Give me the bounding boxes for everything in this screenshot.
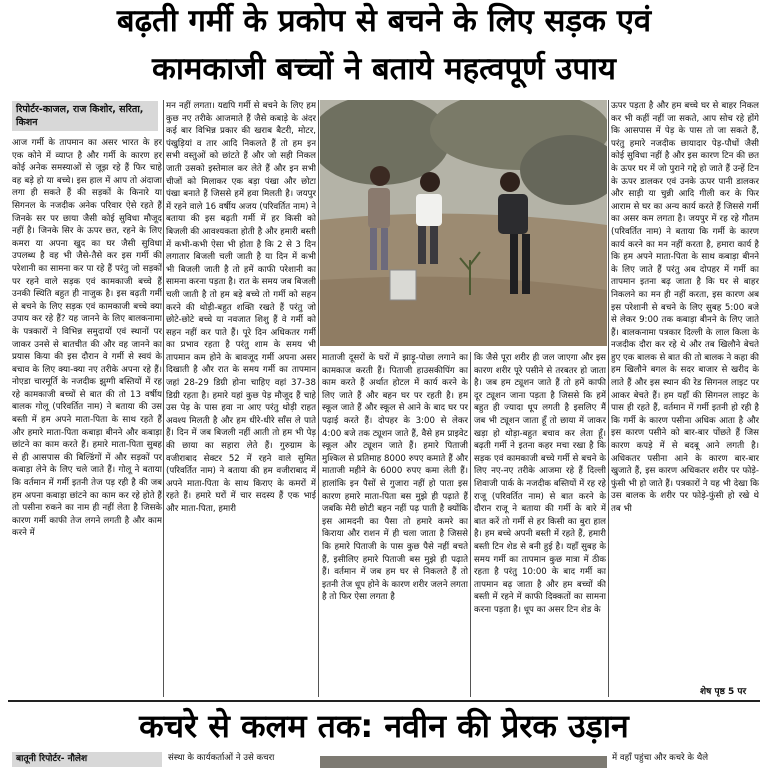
column-text: कि जैसे पूरा शरीर ही जल जाएगा और इस कारण शरीर पूरे पसीने से तरबतर हो जाता है। जब हम ट्यूशन जाते हैं तो हमें काफी दूर ट्यूशन जाना पड़ता है जिससे कि हमें बहुत ही ज्यादा धूप लगती है इसलिए मैं जब भी ट्यूशन जाता हूँ तो छाया में जाकर खड़ा हो थोड़ा-बहुत बचाव कर लेता हूँ। बढ़ती गर्मी ने इतना कहर मचा रखा है कि सड़क एवं कामकाजी बच्चे गर्मी से बचने के लिए नए-नए तरीके आजमा रहे हैं दिल्ली शिवाजी पार्क के नजदीक बस्तियों में रह रहे राजू (परिवर्तित नाम) से बात करने के दौरान राजू ने बताया की गर्मी के बारे में बात करें तो गर्मी से हर किसी का बुरा हाल है। हम बच्चे अपनी बस्ती में रहते हैं, हमारी बस्ती टिन शेड से बनी हुई है। यहाँ सुबह के समय गर्मी का तापमान कुछ मात्रा में ठीक रहता है परंतु 10:00 के बाद गर्मी का तापमान बढ़ जाता है और हम बच्चों की बस्ती में रहने में काफी दिक्कतों का सामना करना पड़ता है। धूप का असर टिन शेड के [474, 353, 606, 615]
section-divider [8, 700, 760, 702]
continued-note: शेष पृष्ठ 5 पर [700, 687, 747, 697]
article-column-2 [166, 100, 316, 697]
article-column-4 [474, 352, 606, 697]
column-divider [318, 100, 319, 697]
column-divider [608, 100, 609, 697]
column-text: माताजी दूसरों के घरों में झाड़ू-पोछा लगाने का कामकाज करती हैं। पिताजी हाउसकीपिंग का काम करते हैं अर्थात होटल में कार्य करने के लिए जाते हैं और बहन घर पर रहती है। हम स्कूल जाते हैं और स्कूल से आने के बाद घर पर पढ़ाई करते हैं। दोपहर के 3:00 से लेकर 4:00 बजे तक ट्यूशन जाते हैं, वैसे हम प्राइवेट स्कूल और ट्यूशन जाते हैं। हमारे पिताजी मुश्किल से प्रतिमाह 8000 रुपए कमाते हैं और माताजी महीने के 6000 रुपए कमा लेती हैं। हालांकि इन पैसों से गुजारा नहीं हो पाता इस कारण हमारे माता-पिता बस मुझे ही पढ़ाते हैं जबकि मेरी छोटी बहन नहीं पढ़ पाती है क्योंकि इस आमदनी का पैसा तो हमारे कमरे का किराया और राशन में ही चला जाता है जिससे कि हमारे पिताजी के पास कुछ पैसे नहीं बचते हैं, इसीलिए हमारे पिताजी बस मुझे ही पढ़ाते हैं। वर्तमान में जब हम घर से निकलते हैं तो इतनी तेज धूप होने के कारण शरीर जलने लगता है तो फिर ऐसा लगता है [322, 353, 468, 603]
article-column-1 [12, 137, 162, 697]
column-text: मन नहीं लगता। यद्यपि गर्मी से बचने के लिए हम कुछ नए तरीके आजमाते हैं जैसे कबाड़े के अंदर कई बार विभिन्न प्रकार की खराब बैटरी, मोटर, पंखुड़ियां व तार आदि निकलते हैं तो हम इन सभी वस्तुओं को छांटते हैं और जो सही निकल जाती उसको इस्तेमाल कर लेते हैं और इन सभी चीजों को मिलाकर एक बड़ा पंखा और छोटा पंखा बनाते हैं जिससे हमें हवा मिलती है। जयपुर में रहने वाले 16 वर्षीय अजय (परिवर्तित नाम) ने बताया की इस बढ़ती गर्मी में हर किसी को बिजली की आवश्यकता होती है और हमारी बस्ती में कभी-कभी ऐसा भी होता है कि 2 से 3 दिन लगातार बिजली चली जाती है या दिन में कभी भी बिजली जाती है तो हमें काफी परेशानी का सामना करना पड़ता है। रात के समय जब बिजली चली जाती है तो हम बड़े बच्चे तो गर्मी को सहन करने की थोड़ी-बहुत शक्ति रखते हैं परंतु जो छोटे-छोटे बच्चे या नवजात शिशु हैं वे गर्मी को सहन नहीं कर पाते हैं। पूरे दिन अधिकतर गर्मी का प्रभाव रहता है परंतु शाम के समय भी तापमान कम होने के बावजूद गर्मी अपना असर दिखाती है और रात के समय गर्मी का तापमान जहां 28-29 डिग्री होना चाहिए वहां 37-38 डिग्री रहता है। हमारे यहां कुछ पेड़ मौजूद हैं चाहे उस पेड़ के पास हवा ना आए परंतु थोड़ी राहत अवश्य मिलती है और हम धीरे-धीरे साँस ले पाते हैं। दिन में जब बिजली नहीं आती तो हम भी पेड़ की छाया का सहारा लेते हैं। गुरुग्राम के वजीराबाद सेक्टर 52 में रहने वाले सुमित (परिवर्तित नाम) ने बताया की हम वजीराबाद में अपने माता-पिता के साथ किराए के कमरों में रहते हैं। हमारे घरों में चार सदस्य हैं एक भाई और माता-पिता, हमारी [166, 101, 316, 514]
byline: रिपोर्टर-काजल, राज किशोर, सरिता, किशन [12, 101, 158, 131]
headline-line-2: कामकाजी बच्चों ने बताये महत्वपूर्ण उपाय [152, 51, 616, 87]
article-column-3 [322, 352, 468, 697]
article-photo [320, 100, 607, 346]
story2-headline: कचरे से कलम तक: नवीन की प्रेरक उड़ान [139, 707, 629, 745]
story2-column-5-text: में वहाँ पहुंचा और कचरे के थैले [612, 753, 709, 763]
children-watering-plants-illustration [320, 100, 607, 346]
column-text: आज गर्मी के तापमान का असर भारत के हर एक कोने में व्याप्त है और गर्मी के कारण हर कोई अनेक समस्याओं से जूझ रहे हैं फिर चाहे वह बड़े हो या बच्चे। इस हाल में आप तो अंदाजा लगा ही सकते हैं की सड़कों के किनारे या सिगनल के नजदीक अनेक परिवार ऐसे रहते हैं जिनके सर पर छाया जैसी कोई सुविधा मौजूद नहीं है। जिनके सिर के ऊपर छत, रहने के लिए कमरा या अपना खुद का घर जैसी सुविधा उपलब्ध है वह भी जैसे-तैसे कर इस गर्मी की परेशानी का सामना कर पा रहे हैं परंतु जो सड़कों पर रहने वाले सड़क एवं कामकाजी बच्चे हैं उनकी स्थिति बहुत ही नाजुक है। इस बढ़ती गर्मी से बचने के लिए सड़क एवं कामकाजी बच्चे क्या उपाय कर रहे हैं? यह जानने के लिए बालकनामा के पत्रकारों ने विभिन्न समुदायों एवं स्थानों पर जाकर उनसे से बातचीत की और वह जानने का प्रयास किया की इस दौरान वे गर्मी से स्वयं के बचाव के लिए क्या-क्या नए तरीके अपना रहे हैं। नोएडा चारमूर्ति के नजदीक झुग्गी बस्तियों में रह रहे कामकाजी बच्चों से बात की तो 13 वर्षीय बालक गोलू (परिवर्तित नाम) ने बताया की उस बस्ती में हम अपने माता-पिता के साथ रहते हैं और हमारे माता-पिता कबाड़ा बीनने और कबाड़ा छांटने का काम करते हैं। हमारे माता-पिता सुबह से ही आसपास की बिल्डिंगों में और सड़कों पर कबाड़ा लेने के लिए चले जाते हैं। गोलू ने बताया कि वर्तमान में गर्मी इतनी तेज पड़ रही है की जब हम अपना कबाड़ा छांटने का काम कर रहे होते हैं तो पसीना रुकने का नाम ही नहीं लेता है जिसके कारण गर्मी काफी तेज लगने लगती है और काम करने में [12, 138, 162, 539]
story2-byline: बातूनी रिपोर्टर- नौलेश [12, 752, 162, 767]
column-divider [470, 352, 471, 697]
column-divider [163, 100, 164, 697]
article-column-5 [611, 100, 759, 680]
column-text: ऊपर पड़ता है और हम बच्चे घर से बाहर निकल कर भी कहीं नहीं जा सकते, आप सोच रहे होंगे कि आसपास में पेड़ के पास तो जा सकते हैं, परंतु हमारे नजदीक छायादार पेड़-पौधों जैसी कोई सुविधा नहीं है और इस कारण टिन की छत के ऊपर घर में जो पुराने गद्दे हो जाते हैं उन्हें टिन के ऊपर डालकर एवं उनके ऊपर पानी डालकर और साड़ी या चुन्नी आदि गीली कर के फिर आराम से घर का अन्य कार्य करते हैं जिससे गर्मी का असर कम लगता है। जयपुर में रह रहे गौतम (परिवर्तित नाम) ने बताया कि गर्मी के कारण कार्य करने का मन नहीं करता है, हमारा कार्य है कि हम अपने माता-पिता के साथ कबाड़ा बीनने के लिए जाते हैं परंतु अब दोपहर में गर्मी का तापमान इतना बढ़ जाता है कि घर से बाहर निकलने का मन ही नहीं करता, इस कारण अब इस परेशानी से बचने के लिए सुबह 5:00 बजे से लेकर 9:00 तक कबाड़ा बीनने के लिए जाते हैं। बालकनामा पत्रकार दिल्ली के लाल किला के नजदीक दौरा कर रहे थे और तब खिलौने बेचते हुए एक बालक से बात की तो बालक ने कहा की हम खिलौने बगल के सदर बाजार से खरीद के लाते हैं और इस स्थान की रेड सिगनल लाइट पर आकर बेचते हैं। हम यहाँ की सिगनल लाइट के पास ही रहते हैं, वर्तमान में गर्मी इतनी हो रही है कि गर्मी के कारण पसीना अधिक आता है और इस कारण पसीने को बार-बार पोंछते हैं जिस कारण कपड़े में से बदबू आने लगती है। अधिकतर पसीना आने के कारण बार-बार खुजाते हैं, इस कारण अधिकतर शरीर पर फोड़े-फुंसी भी हो जाते हैं। पत्रकारों ने यह भी देखा कि उस बालक के शरीर पर फोड़े-फुंसी हो रखे थे तब भी [611, 101, 759, 514]
story2-photo [320, 756, 607, 768]
headline-line-1: बढ़ती गर्मी के प्रकोप से बचने के लिए सड़क एवं [116, 3, 652, 39]
story2-column-2-text: संस्था के कार्यकर्ताओं ने उसे कचरा [168, 753, 275, 763]
